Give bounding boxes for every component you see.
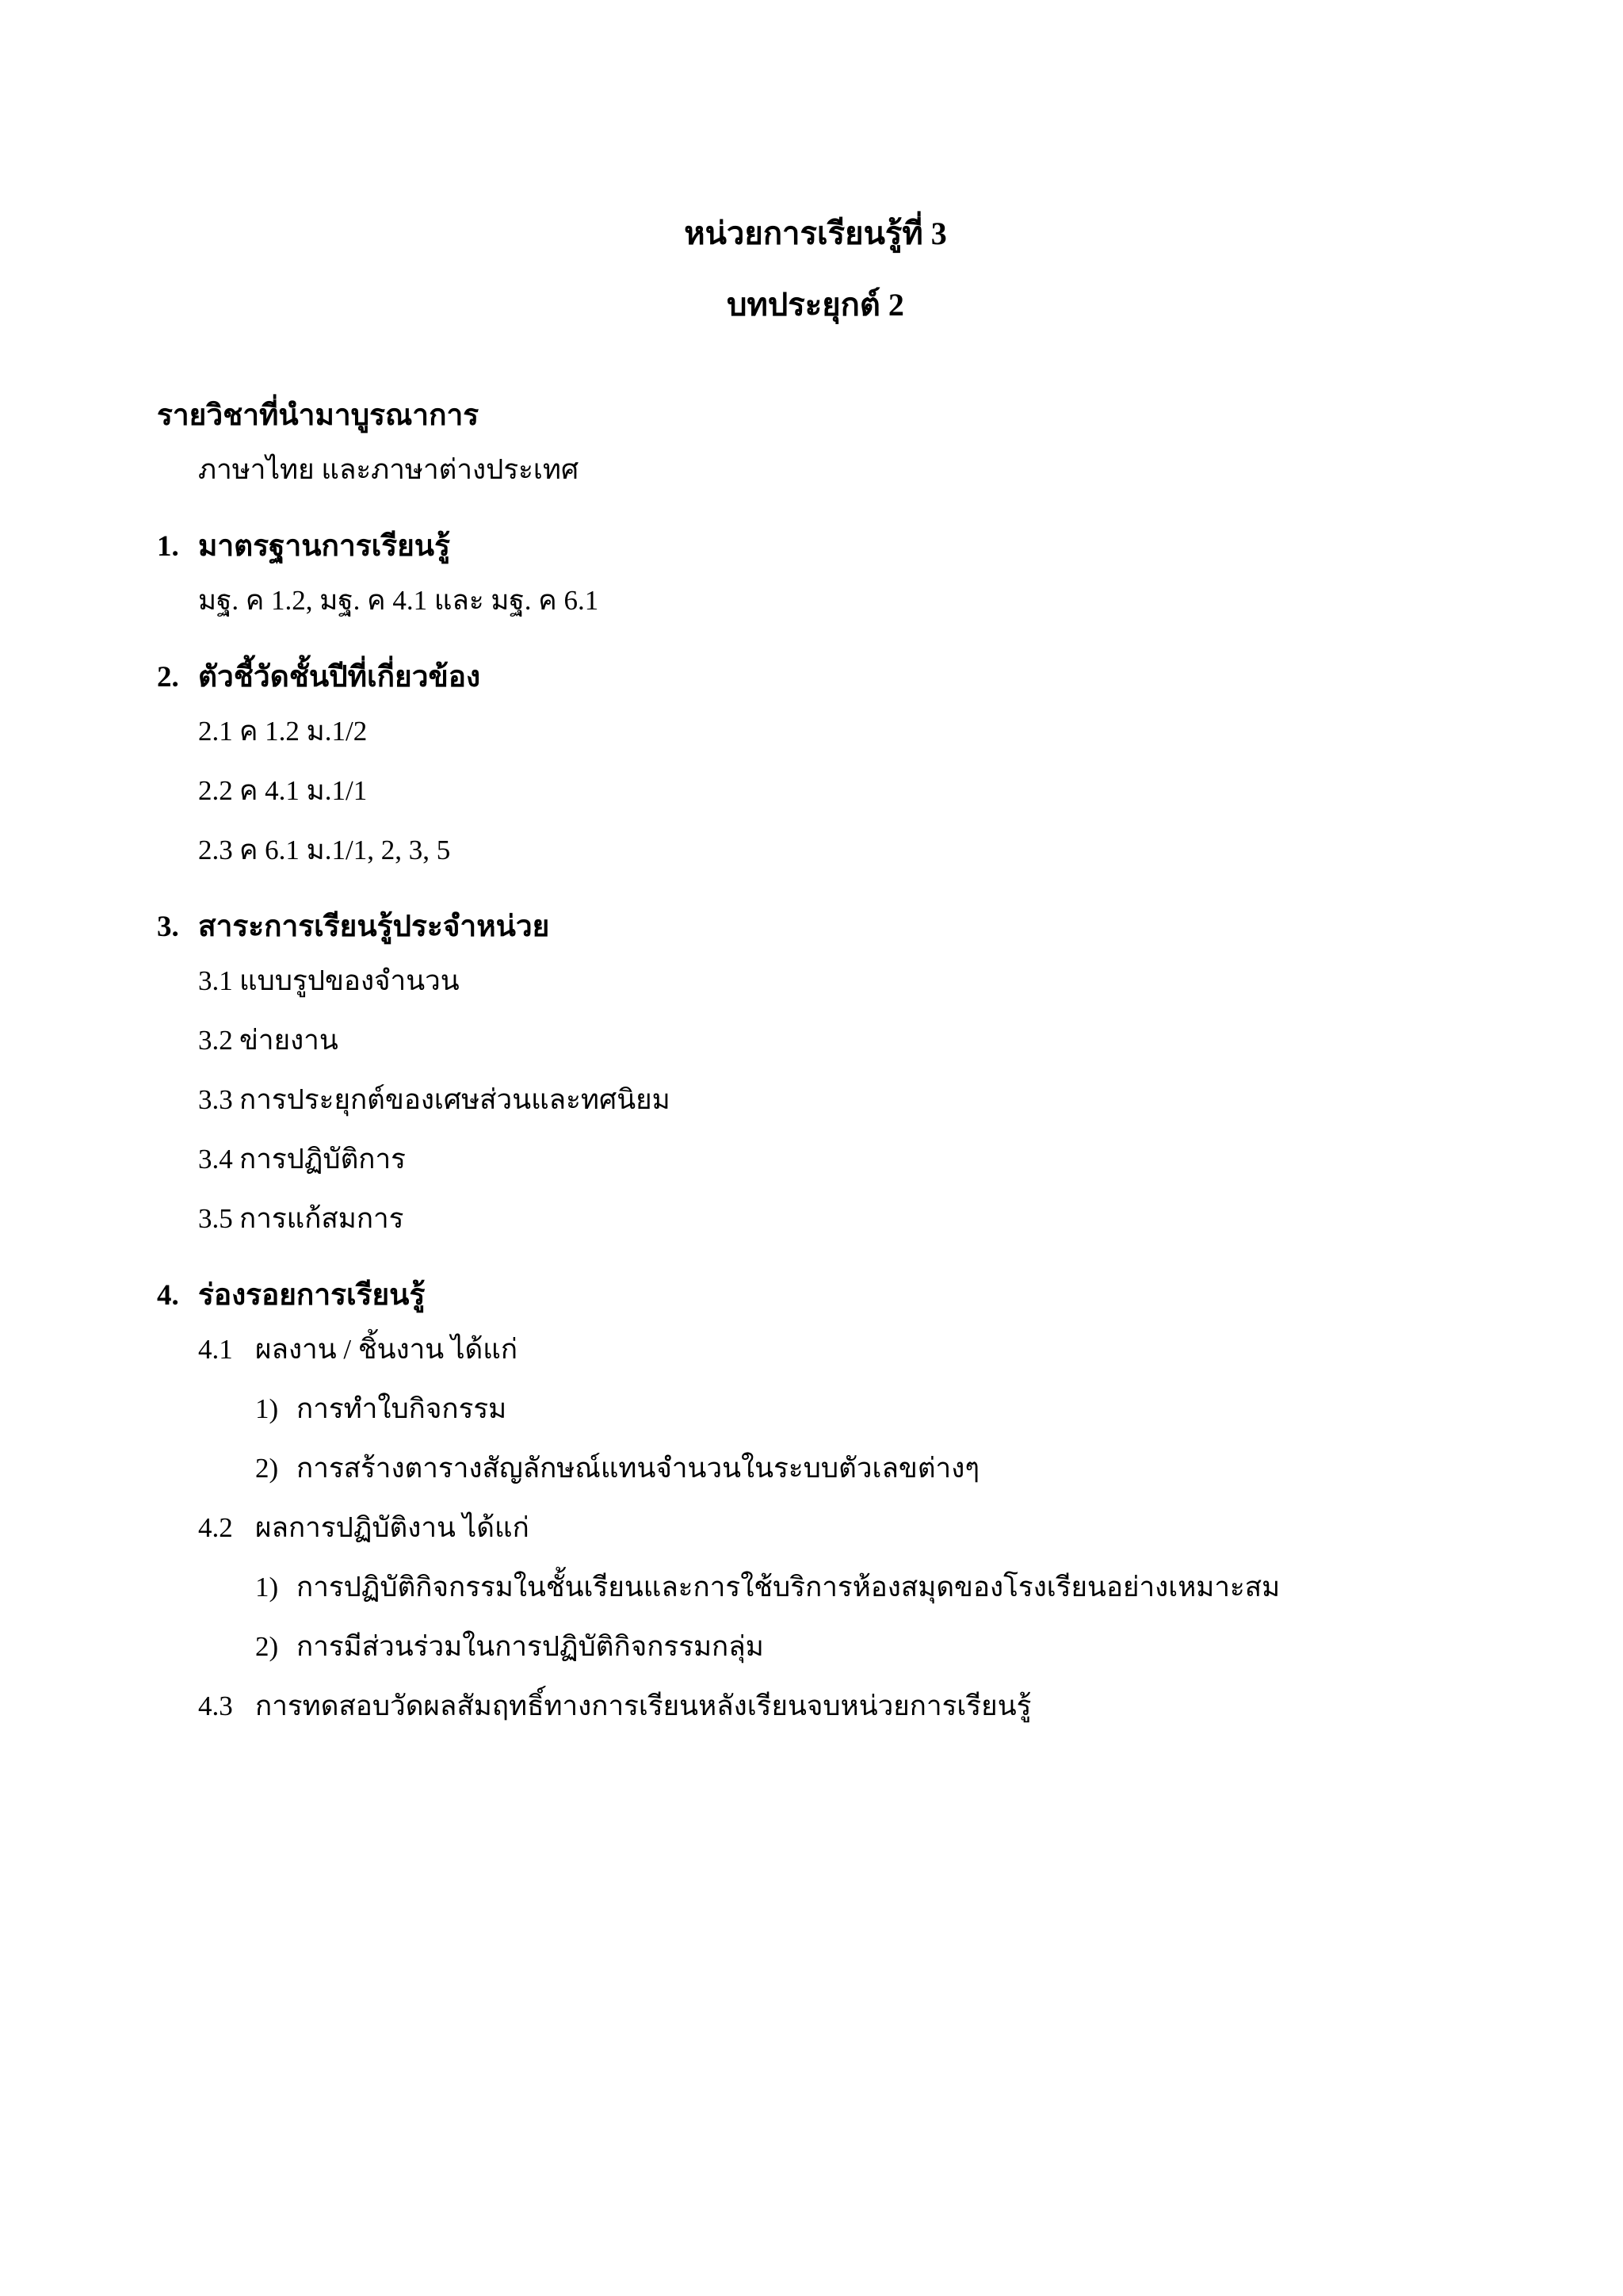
item-label: 2) bbox=[255, 1631, 279, 1662]
item-text: ค 6.1 ม.1/1, 2, 3, 5 bbox=[239, 835, 451, 865]
section-number: 3. bbox=[157, 911, 179, 943]
list-item bbox=[157, 1070, 1504, 1129]
item-text: การปฏิบัติการ bbox=[239, 1144, 406, 1175]
item-text: การมีส่วนร่วมในการปฏิบัติกิจกรรมกลุ่ม bbox=[296, 1631, 764, 1662]
item-label: 1) bbox=[255, 1572, 279, 1603]
item-text: การประยุกต์ของเศษส่วนและทศนิยม bbox=[239, 1084, 670, 1115]
section-number: 4. bbox=[157, 1279, 179, 1312]
item-label: 3.3 bbox=[198, 1084, 233, 1115]
unit-title: หน่วยการเรียนรู้ที่ 3 bbox=[684, 216, 947, 251]
item-text: การแก้สมการ bbox=[239, 1203, 404, 1234]
item-label: 3.2 bbox=[198, 1025, 233, 1056]
item-text: การปฏิบัติกิจกรรมในชั้นเรียนและการใช้บริการห้องสมุดของโรงเรียนอย่างเหมาะสม bbox=[296, 1572, 1281, 1603]
list-item bbox=[157, 1129, 1504, 1189]
list-item bbox=[157, 1010, 1504, 1070]
list-item bbox=[157, 1320, 1504, 1379]
item-label: 3.1 bbox=[198, 965, 233, 996]
document-title bbox=[0, 198, 1623, 341]
section-number: 1. bbox=[157, 530, 179, 563]
section-1-heading bbox=[157, 523, 1504, 571]
list-item bbox=[157, 820, 1504, 880]
item-text: แบบรูปของจำนวน bbox=[239, 965, 460, 996]
item-text: การทำใบกิจกรรม bbox=[296, 1393, 507, 1424]
integrated-subjects-heading: รายวิชาที่นำมาบูรณาการ bbox=[157, 399, 479, 432]
list-item bbox=[157, 701, 1504, 761]
unit-subtitle: บทประยุกต์ 2 bbox=[727, 287, 904, 323]
section-title: สาระการเรียนรู้ประจำหน่วย bbox=[198, 911, 550, 943]
list-item bbox=[157, 1438, 1504, 1498]
list-item bbox=[157, 1617, 1504, 1676]
section-title: ตัวชี้วัดชั้นปีที่เกี่ยวข้อง bbox=[198, 661, 481, 693]
list-item bbox=[157, 761, 1504, 820]
item-label: 4.2 bbox=[198, 1512, 233, 1543]
section-title: ร่องรอยการเรียนรู้ bbox=[198, 1279, 426, 1312]
list-item bbox=[157, 1498, 1504, 1557]
item-text: ข่ายงาน bbox=[239, 1025, 338, 1056]
item-label: 2.2 bbox=[198, 775, 233, 806]
list-item bbox=[157, 1189, 1504, 1248]
item-label: 2.1 bbox=[198, 716, 233, 747]
item-label: 2.3 bbox=[198, 835, 233, 865]
item-text: การทดสอบวัดผลสัมฤทธิ์ทางการเรียนหลังเรียนจบหน่วยการเรียนรู้ bbox=[255, 1690, 1032, 1721]
item-text: การสร้างตารางสัญลักษณ์แทนจำนวนในระบบตัวเลขต่างๆ bbox=[296, 1453, 980, 1484]
list-item bbox=[157, 1379, 1504, 1438]
item-text: ผลการปฏิบัติงาน ได้แก่ bbox=[255, 1512, 529, 1543]
item-label: 1) bbox=[255, 1393, 279, 1424]
document-body bbox=[157, 392, 1504, 1736]
list-item bbox=[157, 951, 1504, 1010]
item-label: 3.4 bbox=[198, 1144, 233, 1175]
section-2-heading bbox=[157, 654, 1504, 701]
section-4-heading bbox=[157, 1272, 1504, 1320]
item-label: 4.3 bbox=[198, 1690, 233, 1721]
section-1-item: มฐ. ค 1.2, มฐ. ค 4.1 และ มฐ. ค 6.1 bbox=[198, 585, 599, 616]
item-label: 4.1 bbox=[198, 1334, 233, 1365]
item-label: 3.5 bbox=[198, 1203, 233, 1234]
section-3-heading bbox=[157, 904, 1504, 951]
section-number: 2. bbox=[157, 661, 179, 693]
list-item bbox=[157, 1557, 1504, 1617]
integrated-subjects-text: ภาษาไทย และภาษาต่างประเทศ bbox=[198, 454, 579, 485]
section-title: มาตรฐานการเรียนรู้ bbox=[198, 530, 450, 563]
item-text: ค 1.2 ม.1/2 bbox=[239, 716, 368, 747]
list-item bbox=[157, 1676, 1504, 1736]
item-label: 2) bbox=[255, 1453, 279, 1484]
item-text: ค 4.1 ม.1/1 bbox=[239, 775, 368, 806]
item-text: ผลงาน / ชิ้นงาน ได้แก่ bbox=[255, 1334, 518, 1365]
